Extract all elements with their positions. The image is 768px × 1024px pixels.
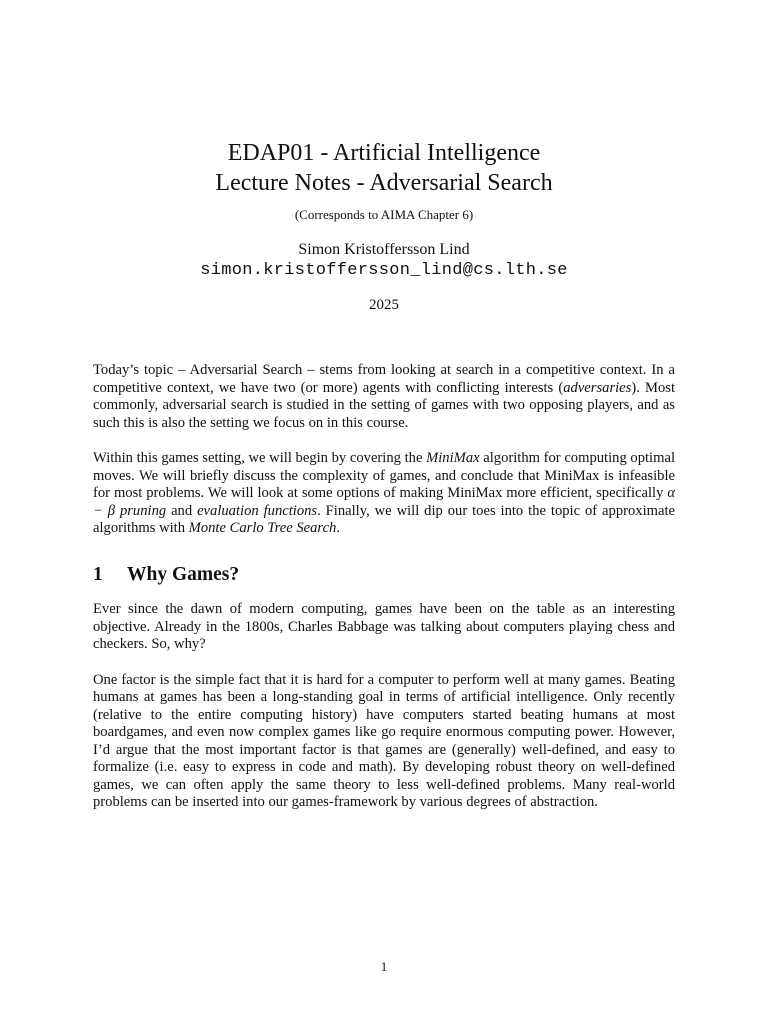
section-1-title: Why Games?: [127, 564, 240, 585]
section-1-heading: [93, 563, 239, 587]
subtitle: (Corresponds to AIMA Chapter 6): [294, 207, 474, 222]
section-1-paragraph-2: One factor is the simple fact that it is hard for a computer to perform well at many games. Beating humans at games has been a long-standing goal in terms of artificial intelligence. Only recently (relative to the entire computing history) have computers started beating humans at most boardgames, and even now complex games like go require enormous computing power. However, I’d argue that the most important factor is that games are (generally) well-defined, and easy to formalize (i.e. easy to express in code and math). By developing robust theory on well-defined games, we can often apply the same theory to less well-defined problems. Many real-world problems can be inserted into our games-framework by various degrees of abstraction.: [93, 671, 675, 810]
intro-p1-emphasis: adversaries: [563, 379, 632, 396]
title-line-1: EDAP01 - Artificial Intelligence: [227, 140, 541, 166]
intro-p1-text-b: ). Most commonly, adversarial search is studied in the setting of games with two opposing players, and as such this is also the setting we focus on in this course.: [93, 379, 675, 431]
intro-section: [93, 362, 675, 556]
author-name: Simon Kristoffersson Lind: [298, 241, 470, 258]
intro-p2-text-e: .: [336, 520, 341, 536]
minimax-term: MiniMax: [426, 450, 480, 466]
alpha-beta-math: α − β: [93, 485, 675, 519]
author-email: simon.kristoffersson_lind@cs.lth.se: [200, 261, 568, 280]
section-1-paragraph-1: Ever since the dawn of modern computing, games have been on the table as an interesting objective. Already in the 1800s, Charles Babbage was talking about computers playing chess and checkers. So, why?: [93, 601, 675, 652]
evaluation-functions-term: evaluation functions: [197, 502, 318, 519]
intro-p2-text-b: algorithm for computing optimal moves. We will briefly discuss the complexity of games, and conclude that MiniMax is infeasible for most problems. We will look at some options of making MiniMax more efficient, specifically: [93, 450, 675, 501]
section-1-number: 1: [93, 564, 103, 585]
intro-p1-text-a: Today’s topic – Adversarial Search – stems from looking at search in a competitive context. In a competitive context, we have two (or more) agents with conflicting interests (: [93, 362, 675, 396]
page-number: 1: [380, 959, 388, 974]
intro-p2-text-a: Within this games setting, we will begin by covering the: [93, 450, 427, 466]
title-block: [0, 138, 768, 315]
intro-paragraph-1: [93, 362, 675, 432]
mcts-term: Monte Carlo Tree Search: [188, 520, 337, 536]
title-line-2: Lecture Notes - Adversarial Search: [215, 170, 553, 196]
publication-year: 2025: [369, 297, 399, 313]
intro-p2-text-c: and: [166, 502, 198, 519]
pruning-term: pruning: [119, 502, 167, 519]
section-1-body: [93, 601, 675, 830]
intro-p2-text-d: . Finally, we will dip our toes into the topic of approximate algorithms with: [93, 502, 675, 536]
intro-paragraph-2: [93, 450, 675, 538]
